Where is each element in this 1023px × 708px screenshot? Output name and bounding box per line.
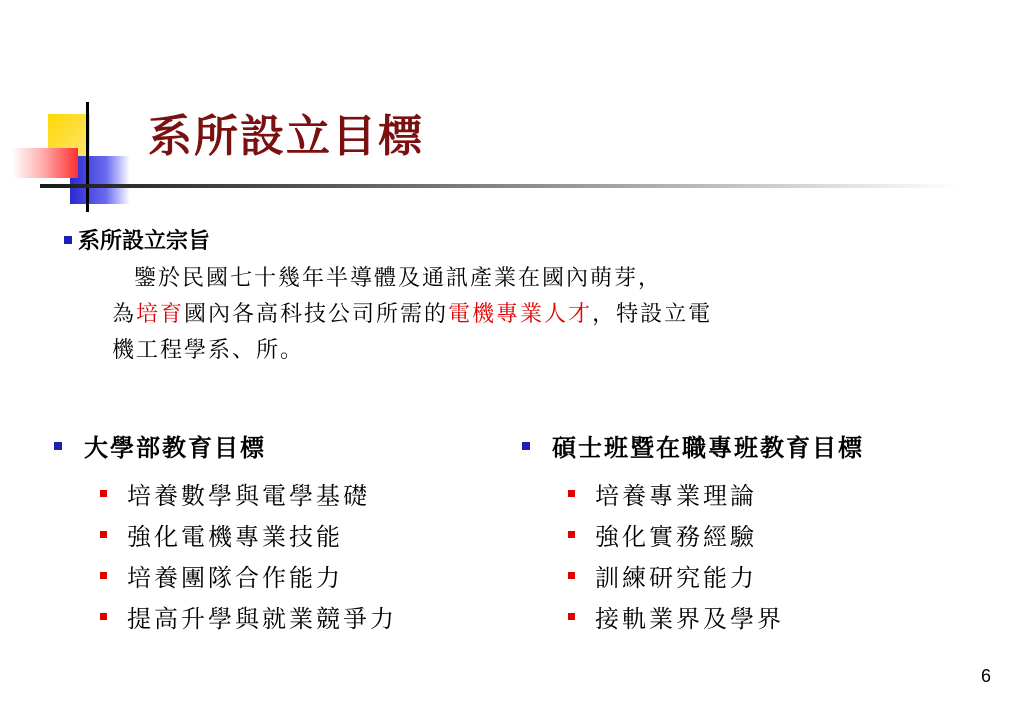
intro-highlight-cultivate: 培育 [136,302,185,327]
bullet-square-icon [100,490,107,497]
bullet-square-icon [64,236,72,244]
list-item: 強化電機專業技能 [100,514,397,555]
page-number: 6 [980,666,991,686]
intro-line-2-mid: 國內各高科技公司所需的 [184,302,449,327]
decor-vertical-line [86,102,89,212]
bullet-square-icon [568,613,575,620]
bullet-square-icon [568,531,575,538]
undergrad-heading: 大學部教育目標 [84,433,266,462]
intro-highlight-talent: 電機專業人才 [448,302,593,327]
bullet-square-icon [522,442,530,450]
bullet-square-icon [568,572,575,579]
slide-title: 系所設立目標 [148,111,424,162]
undergrad-goals [54,428,397,637]
list-item: 培養數學與電學基礎 [100,473,397,514]
bullet-square-icon [100,572,107,579]
list-item: 培養專業理論 [568,473,864,514]
intro-heading-row [64,224,944,255]
bullet-square-icon [54,442,62,450]
intro-heading: 系所設立宗旨 [78,228,211,254]
intro-line-3: 機工程學系、所。 [112,338,305,363]
graduate-goals [522,428,864,637]
decor-blue-square [70,156,130,204]
undergrad-heading-row [54,428,397,463]
graduate-heading-row [522,428,864,463]
list-item: 強化實務經驗 [568,514,864,555]
list-item: 提高升學與就業競爭力 [100,596,397,637]
undergrad-list [54,473,397,637]
intro-paragraph [112,261,932,369]
bullet-square-icon [100,531,107,538]
intro-line-2-pre: 為 [112,302,137,327]
decor-red-bar [12,148,78,178]
bullet-square-icon [100,613,107,620]
intro-line-1: 鑒於民國七十幾年半導體及通訊產業在國內萌芽， [134,266,663,291]
title-underline [40,184,960,188]
list-item: 接軌業界及學界 [568,596,864,637]
graduate-heading: 碩士班暨在職專班教育目標 [552,433,864,462]
intro-line-2-post: ，特設立電 [592,302,713,327]
list-item: 訓練研究能力 [568,555,864,596]
list-item: 培養團隊合作能力 [100,555,397,596]
bullet-square-icon [568,490,575,497]
intro-section [64,224,944,369]
graduate-list [522,473,864,637]
